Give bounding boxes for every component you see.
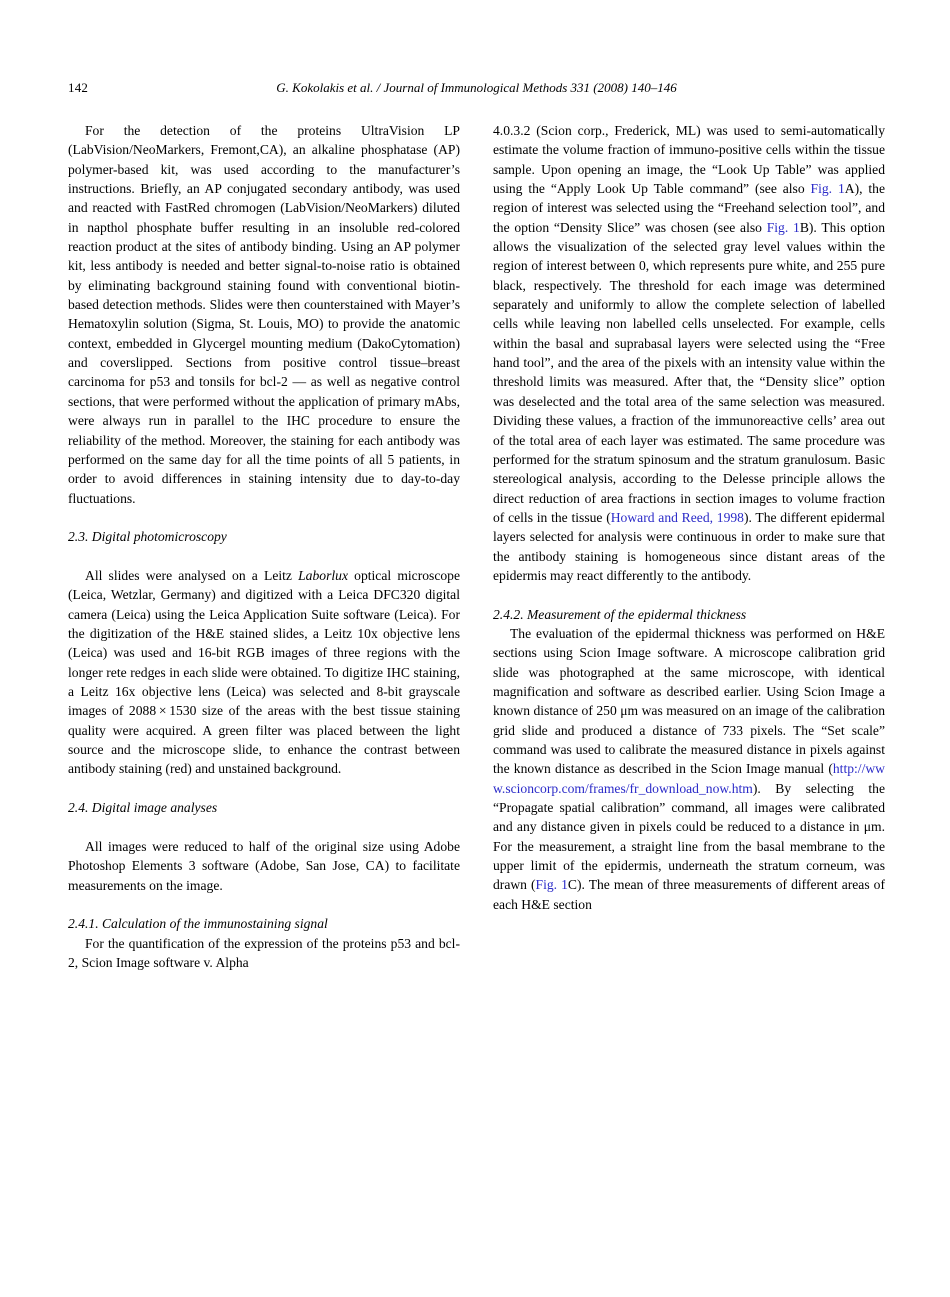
paragraph-scion-part-2: A), the region of interest was selected using the “Freehand selection tool”, and the option “Density Slice” was chosen (see also [493, 181, 885, 235]
figure-1c-link[interactable]: Fig. 1 [535, 877, 568, 893]
figure-1b-link[interactable]: Fig. 1 [766, 219, 800, 235]
right-column [493, 121, 885, 914]
heading-2-4-2: 2.4.2. Measurement of the epidermal thickness [493, 606, 747, 622]
paragraph-thickness-part-1: The evaluation of the epidermal thickness was performed on H&E sections using Scion Image software. A microscope calibration grid slide was photographed at the same microscope, with identical magnification and software as described earlier. Using Scion Image a known distance of 250 μm was measured on an image of the calibration grid slide and produced a distance of 733 pixels. The “Set scale” command was used to calibrate the measured distance in pixels against the known distance as described in the Scion Image manual ( [493, 625, 885, 777]
paragraph-scion-analysis [493, 121, 885, 585]
heading-2-4: 2.4. Digital image analyses [68, 800, 218, 816]
microscope-model-name: Laborlux [298, 568, 348, 583]
paragraph-thickness-part-3: C). The mean of three measurements of different areas of each H&E section [493, 877, 885, 912]
spacer [68, 508, 460, 527]
paragraph-photomicroscopy-head: All slides were analysed on a Leitz [85, 568, 299, 583]
spacer [68, 895, 460, 914]
journal-citation-line: G. Kokolakis et al. / Journal of Immunological Methods 331 (2008) 140–146 [276, 80, 677, 95]
paragraph-scion-part-1: 4.0.3.2 (Scion corp., Frederick, ML) was used to semi-automatically estimate the volume fraction of immuno-positive cells within the tissue sample. Upon opening an image, the “Look Up Table” was applied using the “Apply Look Up Table command” (see also [493, 123, 885, 197]
paragraph-scion-part-3: B). This option allows the visualization of the selected gray level values within the region of interest between 0, which represents pure white, and 255 pure black, respectively. The threshold for each image was determined separately and uniformly to allow the complete selection of labelled cells while leaving non labelled cells unselected. For example, cells within the basal and suprabasal layers were selected using the “Free hand tool”, and the area of the pixels with an intensity value within the threshold limits was measured. After that, the “Density slice” option was deselected and the total area of the same selection was measured. Dividing these values, a fraction of the immunoreactive cells’ area out of the total area of each layer was estimated. The same procedure was performed for the stratum spinosum and the stratum granulosum. Basic stereological analysis, according to the Delesse principle allows the direct reduction of area fractions in section images to volume fraction of cells in the tissue ( [493, 219, 886, 525]
spacer [68, 547, 460, 566]
running-head [68, 79, 885, 99]
scioncorp-manual-url-link[interactable]: http://www.scioncorp.com/frames/fr_download_now.htm [493, 761, 885, 796]
paragraph-epidermal-thickness [493, 624, 885, 914]
paragraph-detection-proteins: For the detection of the proteins UltraVision LP (LabVision/NeoMarkers, Fremont,CA), an alkaline phosphatase (AP) polymer-based kit, was used according to the manufacturer’s instructions. Briefly, an AP conjugated secondary antibody, was used and reacted with FastRed chromogen (LabVision/NeoMarkers) diluted in napthol phosphate buffer resulting in an insoluble red-colored reaction product at the sites of antibody binding. Using an AP polymer kit, less antibody is needed and better signal-to-noise ratio is obtained by eliminating background staining found with conventional biotin-based detection methods. Slides were then counterstained with Mayer’s Hematoxylin solution (Sigma, St. Louis, MO) to provide the anatomic context, embedded in Glycergel mounting medium (DakoCytomation) and coverslipped. Sections from positive control tissue–breast carcinoma for p53 and tonsils for bcl-2 — as well as negative control sections, that were performed without the application of primary mAbs, were always run in parallel to the IHC procedure to ensure the reliability of the method. Moreover, the staining for each antibody was performed on the same day for all the time points of all 5 patients, in order to avoid differences in staining intensity due to day-to-day fluctuations. [68, 123, 460, 506]
spacer [68, 818, 460, 837]
heading-2-4-1: 2.4.1. Calculation of the immunostaining signal [68, 916, 328, 932]
figure-1a-link[interactable]: Fig. 1 [810, 181, 845, 197]
spacer [68, 779, 460, 798]
paragraph-scion-part-4: ). The different epidermal layers selected for analysis were continuous in order to make sure that the antibody staining is homogeneous since distant areas of the epidermis may react differently to the antibody. [493, 509, 885, 583]
page-number: 142 [68, 80, 89, 95]
paragraph-photomicroscopy-tail: optical microscope (Leica, Wetzlar, Germany) and digitized with a Leica DFC320 digital camera (Leica) using the Leica Application Suite software (Leica). For the digitization of the H&E stained slides, a Leitz 10x objective lens (Leica) was used and 16-bit RGB images of three regions with the longer rete redges in each slide were obtained. To digitize IHC staining, a Leitz 16x objective lens (Leica) was selected and 8-bit grayscale images of 2088 × 1530 size of the areas with the best tissue staining quality were acquired. A green filter was placed between the light source and the microscope slide, to enhance the contrast between antibody staining (red) and unstained background. [68, 568, 460, 777]
left-column [68, 121, 460, 972]
citation-howard-reed-link[interactable]: Howard and Reed, 1998 [610, 509, 744, 525]
paragraph-photomicroscopy [68, 566, 460, 779]
paragraph-thickness-part-2: ). By selecting the “Propagate spatial calibration” command, all images were calibrated and any distance given in pixels could be reduced to a distance in μm. For the measurement, a straight line from the basal membrane to the upper limit of the epidermis, underneath the stratum corneum, was drawn ( [493, 780, 885, 893]
paragraph-image-reduction: All images were reduced to half of the original size using Adobe Photoshop Elements 3 software (Adobe, San Jose, CA) to facilitate measurements on the image. [68, 838, 460, 893]
paragraph-quantification: For the quantification of the expression of the proteins p53 and bcl-2, Scion Image software v. Alpha [68, 935, 460, 971]
heading-2-3: 2.3. Digital photomicroscopy [68, 529, 227, 545]
spacer [493, 585, 885, 604]
